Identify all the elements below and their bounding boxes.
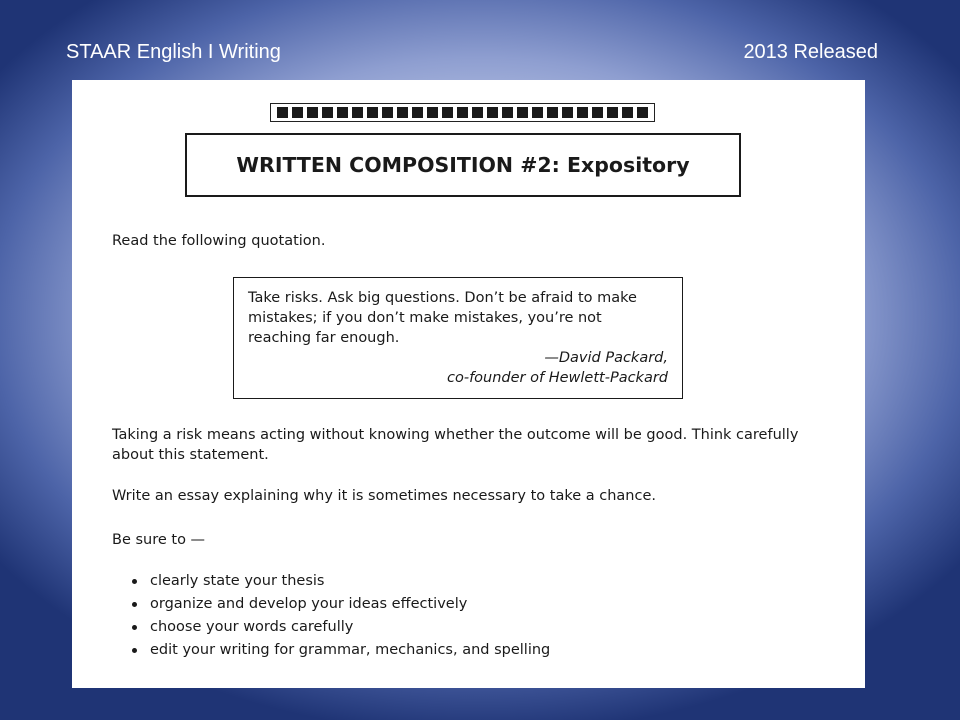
- barcode-block: [532, 107, 543, 118]
- barcode-block: [547, 107, 558, 118]
- barcode-block: [322, 107, 333, 118]
- quote-line: reaching far enough.: [248, 330, 400, 346]
- composition-title: WRITTEN COMPOSITION #2: Expository: [185, 133, 741, 197]
- barcode-block: [367, 107, 378, 118]
- barcode-block: [307, 107, 318, 118]
- barcode-block: [337, 107, 348, 118]
- checklist: [128, 570, 550, 662]
- quote-line: Take risks. Ask big questions. Don’t be afraid to make: [248, 290, 637, 306]
- list-item: edit your writing for grammar, mechanics, and spelling: [128, 639, 550, 662]
- barcode-block: [382, 107, 393, 118]
- barcode-block: [562, 107, 573, 118]
- intro-text: Read the following quotation.: [112, 233, 326, 249]
- barcode-block: [607, 107, 618, 118]
- quotation-box: [233, 277, 683, 399]
- barcode-block: [352, 107, 363, 118]
- barcode-block: [577, 107, 588, 118]
- header-right-label: 2013 Released: [743, 40, 878, 63]
- barcode-block: [277, 107, 288, 118]
- quote-author: —David Packard,: [544, 350, 668, 366]
- barcode-block: [397, 107, 408, 118]
- barcode-block: [502, 107, 513, 118]
- prompt-line: about this statement.: [112, 447, 269, 463]
- barcode-block: [457, 107, 468, 118]
- header-left-title: STAAR English I Writing: [66, 40, 281, 63]
- quote-line: mistakes; if you don’t make mistakes, you’re not: [248, 310, 602, 326]
- list-item: organize and develop your ideas effectively: [128, 593, 550, 616]
- barcode-strip: [270, 103, 655, 122]
- list-item: clearly state your thesis: [128, 570, 550, 593]
- task-text: Write an essay explaining why it is sometimes necessary to take a chance.: [112, 488, 656, 504]
- barcode-block: [292, 107, 303, 118]
- quote-author-title: co-founder of Hewlett-Packard: [447, 370, 668, 386]
- barcode-block: [637, 107, 648, 118]
- barcode-block: [427, 107, 438, 118]
- document-page: [72, 80, 865, 688]
- list-item: choose your words carefully: [128, 616, 550, 639]
- barcode-block: [412, 107, 423, 118]
- be-sure-text: Be sure to —: [112, 532, 206, 548]
- barcode-block: [442, 107, 453, 118]
- prompt-line: Taking a risk means acting without knowing whether the outcome will be good. Think carefully: [112, 427, 799, 443]
- barcode-block: [517, 107, 528, 118]
- slide-header: [66, 38, 878, 66]
- barcode-block: [592, 107, 603, 118]
- barcode-block: [487, 107, 498, 118]
- barcode-block: [622, 107, 633, 118]
- prompt-statement: [112, 425, 852, 465]
- barcode-block: [472, 107, 483, 118]
